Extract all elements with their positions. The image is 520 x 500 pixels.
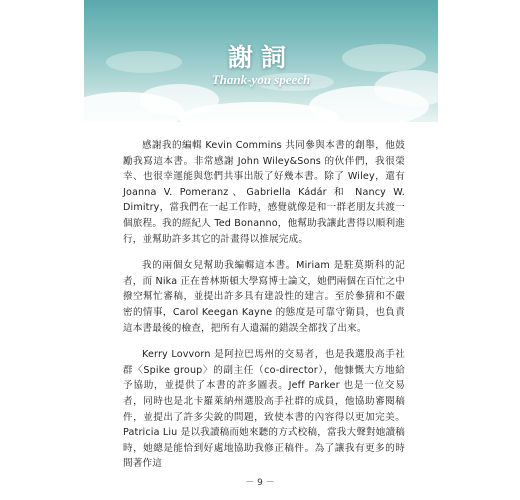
- page-number: － 9 －: [245, 478, 275, 488]
- page-subtitle: Thank-you speech: [211, 72, 311, 87]
- paragraph: 感謝我的編輯 Kevin Commins 共同參與本書的創舉，他鼓勵我寫這本書。非常感謝 John Wiley&Sons 的伙伴們，我很榮幸、也很幸運能與您們共事出版了好幾本書。除了 Wiley，還有 Joanna V. Pomeranz、Gabriella Kádár 和 Nancy W. Dimitry，當我們在一起工作時，感覺就像是和一群老朋友共渡一個旅程。我的經紀人 Ted Bonanno，他幫助我讓此書得以順利進行，並幫助許多其它的計畫得以推展完成。: [123, 140, 405, 245]
- page-title: 謝詞: [227, 43, 294, 72]
- paragraph: Kerry Lovvorn 是阿拉巴馬州的交易者，也是我選股高手社群〈Spike group〉的副主任（co-director），他慷慨大方地給予協助，並提供了本書的許多圖表。Jeff Parker 也是一位交易者，同時也是北卡羅萊納州選股高手社群的成員，他協助審閱稿件，並提出了許多尖銳的問題，致使本書的內容得以更加完美。Patricia Liu 是以我讀稿而她來聽的方式校稿，當我大聲對她讀稿時，她總是能恰到好處地協助我修正稿件。為了讓我有更多的時間著作這: [123, 349, 405, 470]
- header-banner: [84, 0, 438, 122]
- paragraph: 我的兩個女兒幫助我編輯這本書。Miriam 是駐莫斯科的記者，而 Nika 正在普林斯頓大學寫博士論文，她們兩個在百忙之中撥空幫忙審稿，並提出許多具有建設性的建言。至於參猜和不嚴密的情事，Carol Keegan Kayne 的態度是可靠守衛員，也負責這本書最後的檢查，把所有人遺漏的錯誤全都找了出來。: [123, 260, 405, 334]
- acknowledgement-body: [123, 138, 405, 483]
